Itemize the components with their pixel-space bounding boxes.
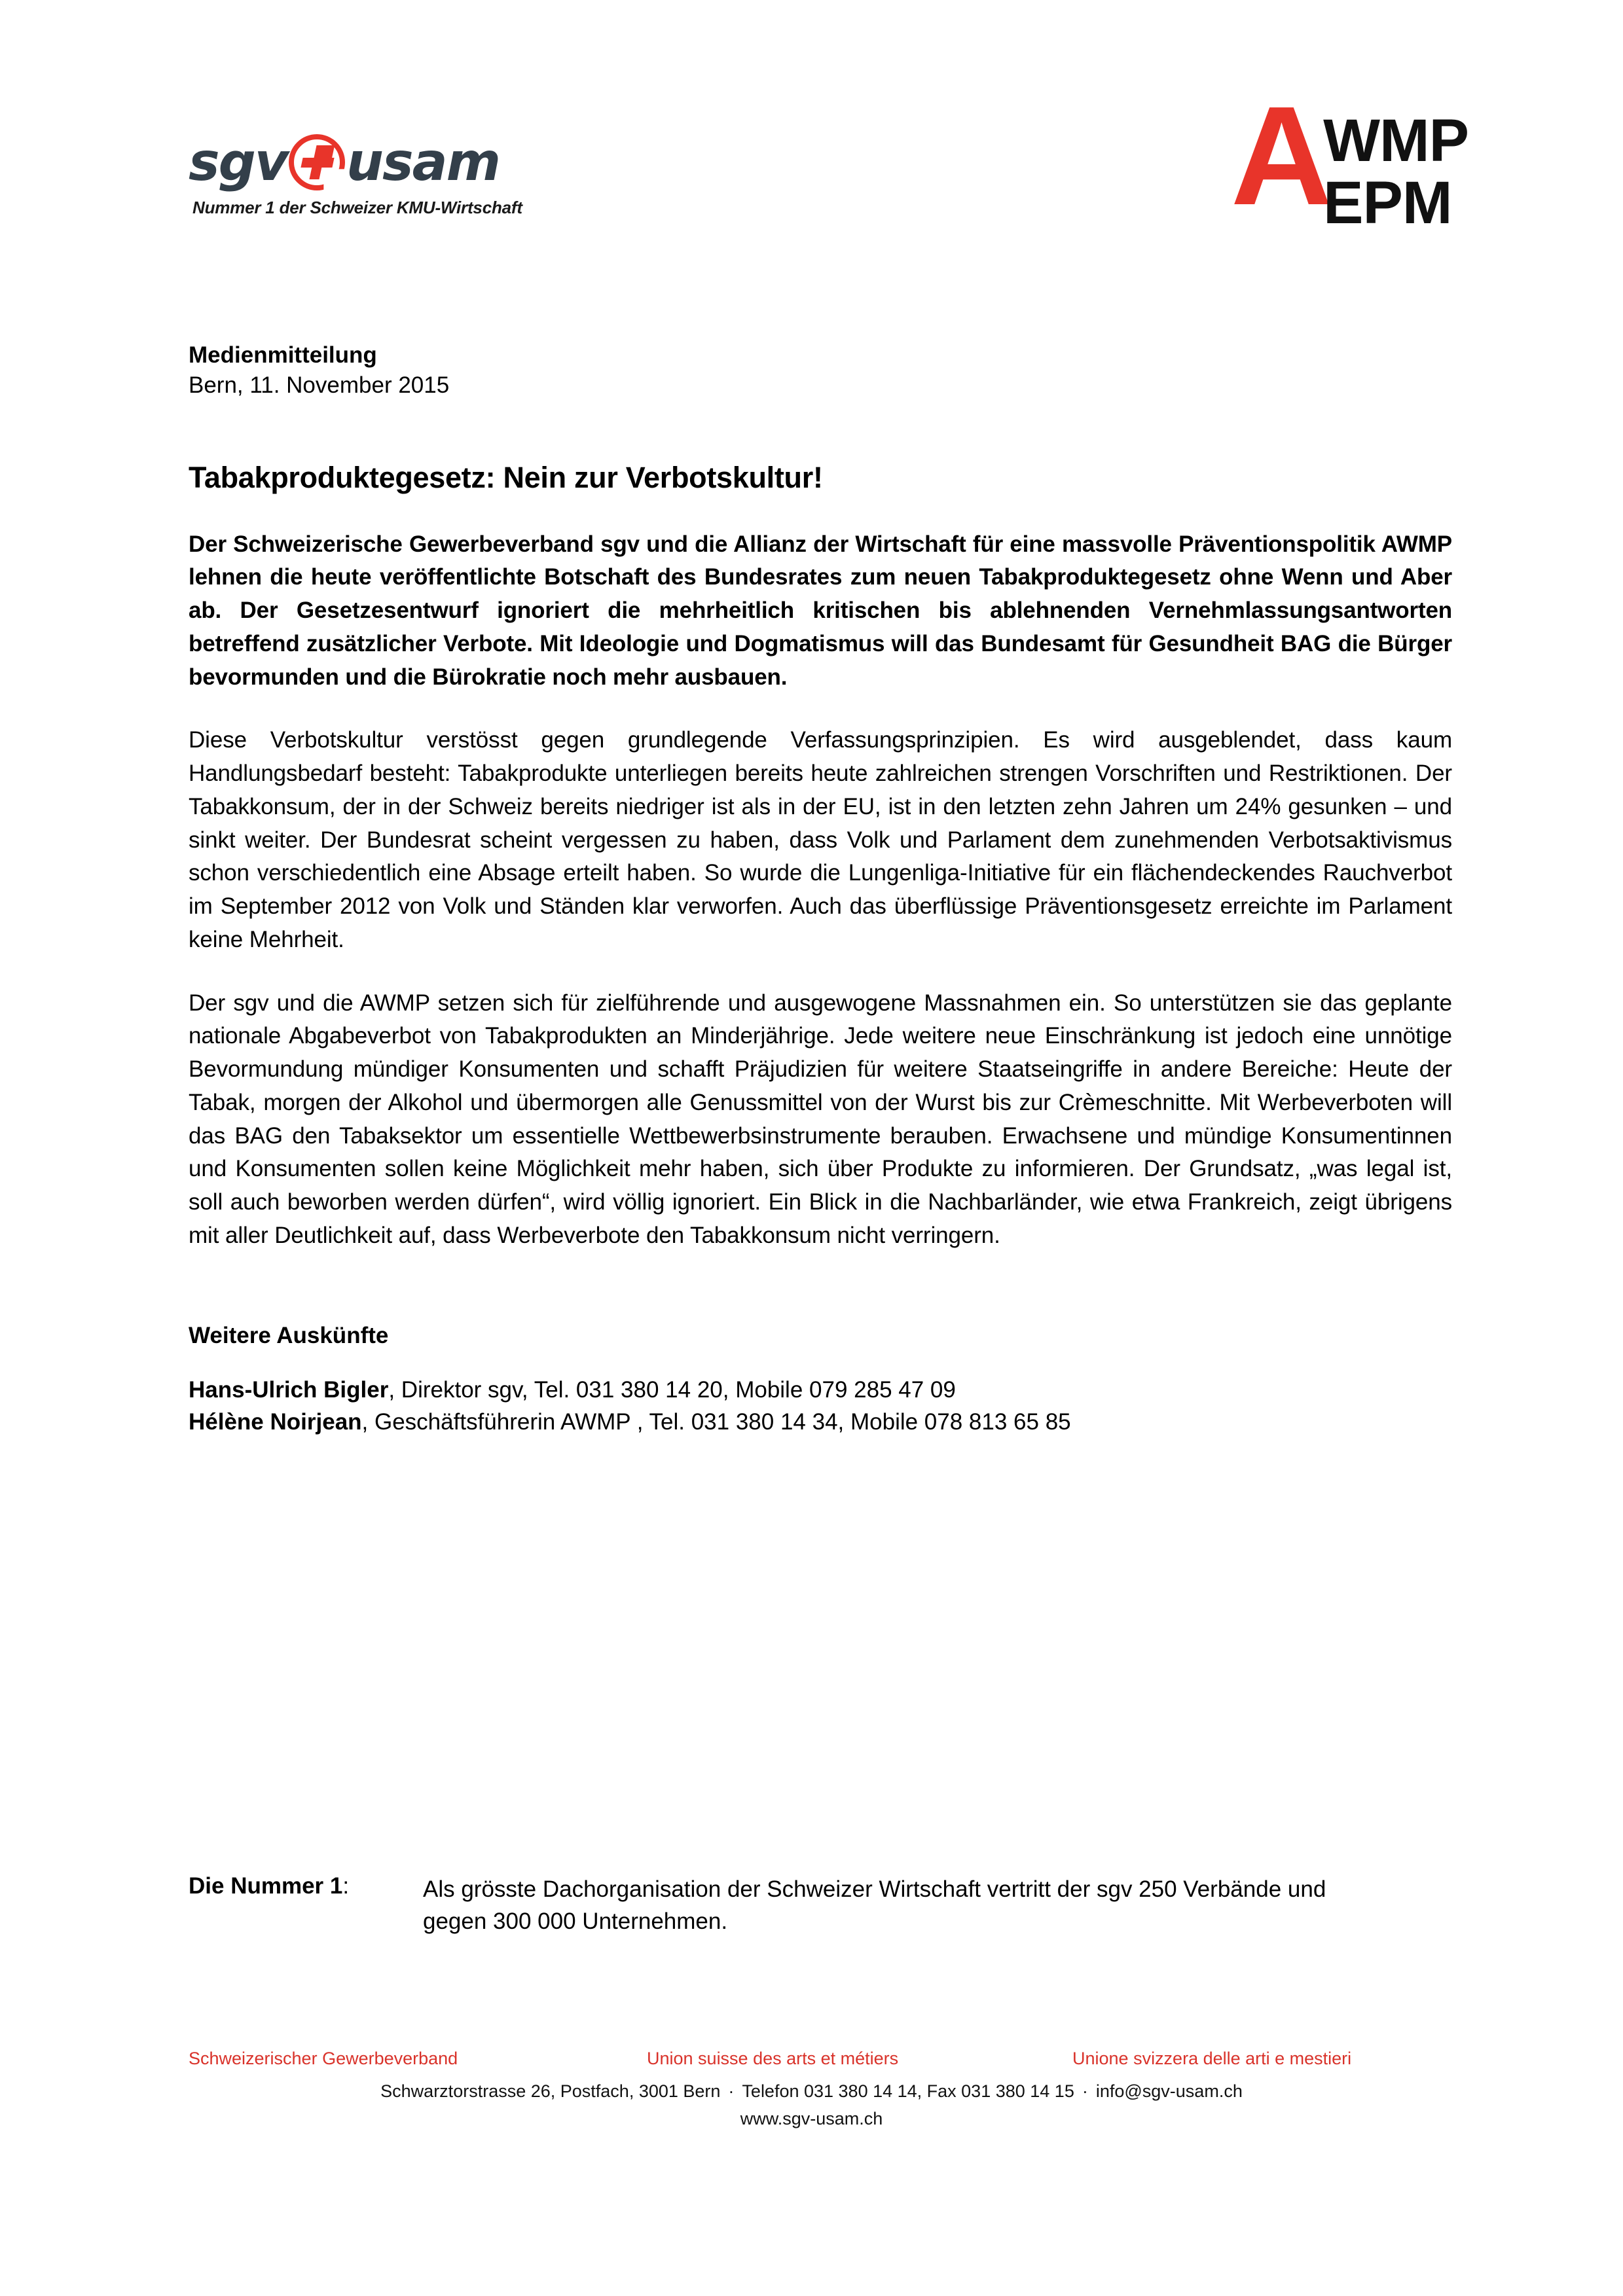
footer-name-it: Unione svizzera delle arti e mestieri [1072,2049,1352,2068]
document-place-date: Bern, 11. November 2015 [189,372,450,399]
body-paragraphs [189,724,1452,1252]
sgv-logo-wordmark [189,132,568,192]
contact-entry-2-name: Hélène Noirjean [189,1408,362,1435]
body-paragraph-1: Diese Verbotskultur verstösst gegen grundlegende Verfassungsprinzipien. Es wird ausgeblendet, dass kaum Handlungsbedarf besteht: Tabakprodukte unterliegen bereits heute zahlreichen strengen Vorschriften und Restriktionen. Der Tabakkonsum, der in der Schweiz bereits niedriger ist als in der EU, ist in den letzten zehn Jahren um 24% gesunken – und sinkt weiter. Der Bundesrat scheint vergessen zu haben, dass Volk und Parlament dem zunehmenden Verbotsaktivismus schon verschiedentlich eine Absage erteilt haben. So wurde die Lungenliga-Initiative für ein flächendeckendes Rauchverbot im September 2012 von Volk und Ständen klar verworfen. Auch das überflüssige Präventionsgesetz erreichte im Parlament keine Mehrheit. [189,727,1452,952]
sgv-logo-tagline: Nummer 1 der Schweizer KMU-Wirtschaft [192,198,522,217]
footer-phone-fax: Telefon 031 380 14 14, Fax 031 380 14 15 [742,2081,1074,2101]
nummer-eins-text: Als grösste Dachorganisation der Schweizer Wirtschaft vertritt der sgv 250 Verbände und gegen 300 000 Unternehmen. [423,1876,1326,1934]
document-meta [189,340,1452,401]
body-paragraph-2: Der sgv und die AWMP setzen sich für zielführende und ausgewogene Massnahmen ein. So unterstützen sie das geplante nationale Abgabeverbot von Tabakprodukten an Minderjährige. Jede weitere neue Einschränkung ist jedoch eine unnötige Bevormundung mündiger Konsumenten und schafft Präjudizien für weitere Staatseingriffe in andere Bereiche: Heute der Tabak, morgen der Alkohol und übermorgen alle Genussmittel von der Wurst bis zur Crèmeschnitte. Mit Werbeverboten will das BAG den Tabaksektor um essentielle Wettbewerbsinstrumente berauben. Erwachsene und mündige Konsumentinnen und Konsumenten sollen keine Möglichkeit mehr haben, sich über Produkte zu informieren. Der Grundsatz, „was legal ist, soll auch beworben werden dürfen“, wird völlig ignoriert. Ein Blick in die Nachbarländer, wie etwa Frankreich, zeigt übrigens mit aller Deutlichkeit auf, dass Werbeverbote den Tabakkonsum nicht verringern. [189,990,1452,1248]
footer-contact-details [0,2078,1623,2133]
contact-entry-1-details: , Direktor sgv, Tel. 031 380 14 20, Mobile 079 285 47 09 [388,1376,956,1403]
document-body [189,340,1452,1438]
contact-heading: Weitere Auskünfte [189,1322,389,1348]
document-type-label: Medienmitteilung [189,342,377,368]
awmp-logo-line-epm: EPM [1323,169,1452,236]
footer-email[interactable]: info@sgv-usam.ch [1095,2081,1243,2101]
contact-entry-2 [189,1406,1452,1438]
sgv-logo-word-right: usam [346,132,500,192]
awmp-logo-stack [1323,98,1468,234]
lead-paragraph: Der Schweizerische Gewerbeverband sgv und die Allianz der Wirtschaft für eine massvolle Präventionspolitik AWMP lehnen die heute veröffentlichte Botschaft des Bundesrates zum neuen Tabakproduktegesetz ohne Wenn und Aber ab. Der Gesetzesentwurf ignoriert die mehrheitlich kritischen bis ablehnenden Vernehmlassungsantworten betreffend zusätzlicher Verbote. Mit Ideologie und Dogmatismus will das Bundesamt für Gesundheit BAG die Bürger bevormunden und die Bürokratie noch mehr ausbauen. [189,531,1452,690]
page-title: Tabakproduktegesetz: Nein zur Verbotskultur! [189,461,823,495]
footer-separator-1: · [728,2081,735,2101]
contact-entry-1 [189,1374,1452,1406]
document-footer [0,2049,1623,2133]
awmp-epm-logo [1230,77,1468,236]
awmp-logo-letter-a: A [1230,77,1328,234]
contact-list [189,1374,1452,1438]
contact-entry-2-details: , Geschäftsführerin AWMP , Tel. 031 380 14 34, Mobile 078 813 65 85 [361,1408,1071,1435]
awmp-logo-line-wmp: WMP [1323,107,1468,174]
page-title-wrap [189,459,1452,496]
lead-paragraph-wrap [189,528,1452,694]
nummer-eins-block [189,1873,1367,1937]
sgv-logo-word-left: sgv [189,132,288,192]
contact-entry-1-name: Hans-Ulrich Bigler [189,1376,389,1403]
nummer-eins-label [189,1873,423,1899]
footer-separator-2: · [1082,2081,1088,2101]
nummer-eins-label-text: Die Nummer 1 [189,1873,343,1899]
footer-name-de: Schweizerischer Gewerbeverband [189,2049,458,2068]
footer-name-fr: Union suisse des arts et métiers [647,2049,899,2068]
footer-website[interactable]: www.sgv-usam.ch [740,2108,883,2128]
sgv-usam-logo [189,132,568,218]
document-header [0,77,1623,262]
footer-address: Schwarztorstrasse 26, Postfach, 3001 Bern [380,2081,721,2101]
swiss-cross-icon [289,134,345,190]
footer-org-names [0,2049,1623,2069]
contact-section [189,1319,1452,1438]
nummer-eins-colon: : [342,1873,350,1899]
